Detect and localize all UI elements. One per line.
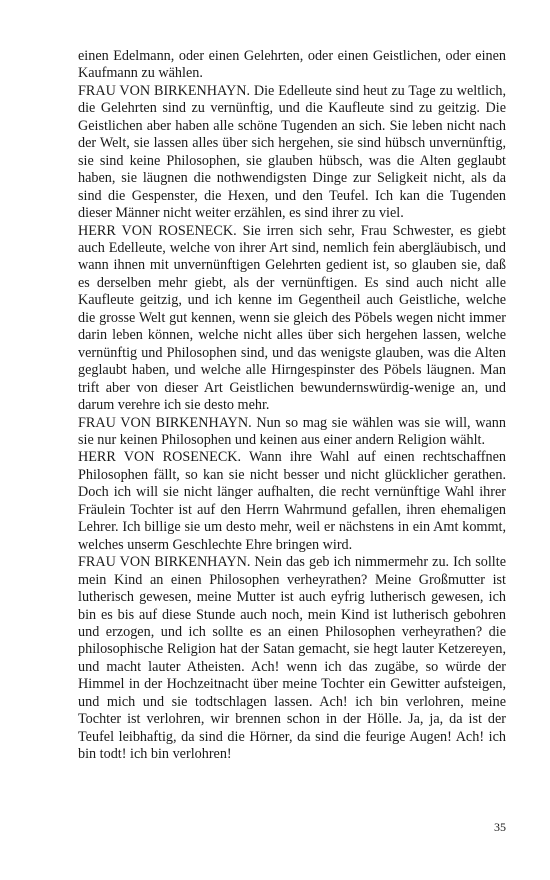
paragraph: FRAU VON BIRKENHAYN. Nun so mag sie wählen was sie will, wann sie nur keinen Philosophen und keinen aus einer andern Religion wählt.: [78, 414, 506, 448]
paragraph: FRAU VON BIRKENHAYN. Nein das geb ich nimmermehr zu. Ich sollte mein Kind an einen Philosophen verheyrathen? Meine Großmutter ist lutherisch gewesen, meine Mutter ist auch eyfrig lutherisch gewesen, ich bin es bis auf diese Stunde auch noch, mein Kind ist lutherisch gebohren und erzogen, und ich sollte es an einen Philosophen verheyrathen? die philosophische Religion hat der Satan gemacht, sie hegt lauter Ketzereyen, und macht lauter Atheisten. Ach! wenn ich das zugäbe, so würde der Himmel in der Hochzeitnacht über meine Tochter ein Gewitter aufsteigen, und mich und sie todtschlagen lassen. Ach! ich bin verlohren, meine Tochter ist verlohren, wir brennen schon in der Hölle. Ja, ja, da ist der Teufel leibhaftig, da sind die Hörner, da sind die feurige Augen! Ach! ich bin todt! ich bin verlohren!: [78, 554, 506, 763]
paragraph: HERR VON ROSENECK. Sie irren sich sehr, Frau Schwester, es giebt auch Edelleute, welche von ihrer Art sind, nemlich fein abergläubisch, und wann ihnen mit unvernünftigen Gelehrten gedient ist, so glauben sie, daß es derselben mehr giebt, als der vernünftigen. Es sind auch nicht alle Kaufleute geitzig, und ich kenne im Gegentheil auch Geistliche, welche die grosse Welt gut kennen, wenn sie gleich des Pöbels wegen nicht immer darin leben können, welche nicht alles über sich hergehen lassen, welche vernünftig und Philosophen sind, und das wenigste glauben, was die Alten geglaubt haben, und welche alle Hirngespinster des Pöbels läugnen. Man trift aber von dieser Art Geistlichen bewundernswürdig-wenige an, und darum verehre ich sie desto mehr.: [78, 222, 506, 414]
paragraph: einen Edelmann, oder einen Gelehrten, oder einen Geistlichen, oder einen Kaufmann zu wählen.: [78, 48, 506, 82]
page-number: 35: [494, 820, 506, 834]
paragraph: HERR VON ROSENECK. Wann ihre Wahl auf einen rechtschaffnen Philosophen fällt, so kan sie nicht besser und nicht glücklicher gerathen. Doch ich will sie nicht länger aufhalten, die recht vernünftige Wahl ihrer Fräulein Tochter ist auf den Herrn Wahrmund gefallen, ihren ehemaligen Lehrer. Ich billige sie um desto mehr, weil er nächstens in ein Amt kommt, welches unserm Geschlechte Ehre bringen wird.: [78, 449, 506, 553]
paragraph: FRAU VON BIRKENHAYN. Die Edelleute sind heut zu Tage zu weltlich, die Gelehrten sind zu vernünftig, und die Kaufleute sind zu geitzig. Die Geistlichen aber haben alle schöne Tugenden an sich. Sie leben nicht nach der Welt, sie lassen alles über sich hergehen, sie sind hübsch unvernünftig, sie sind keine Philosophen, sie glauben hübsch, was die Alten geglaubt haben, sie läugnen die nothwendigsten Dinge zur Seligkeit nicht, als da sind die Gespenster, die Hexen, und den Teufel. Ich kan die Tugenden dieser Männer nicht weiter erzählen, es sind ihrer zu viel.: [78, 82, 506, 222]
body-text: [78, 48, 506, 764]
